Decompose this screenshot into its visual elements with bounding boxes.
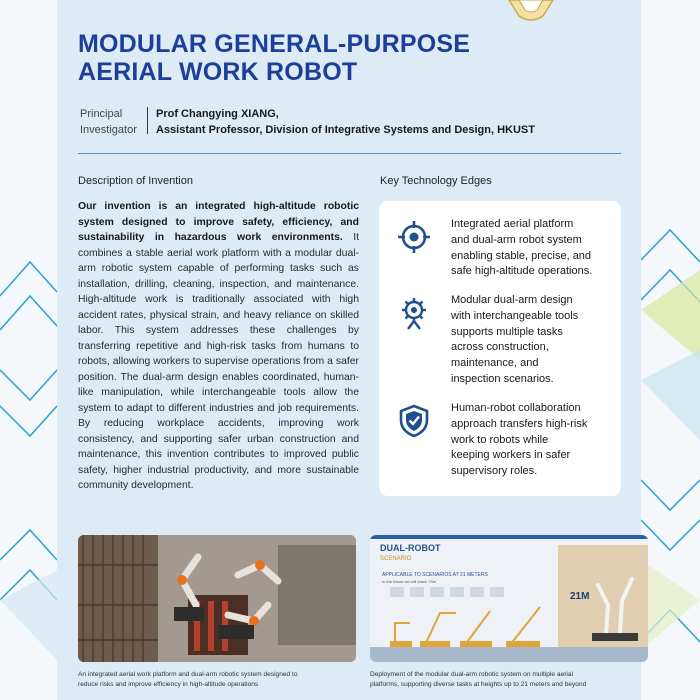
title-line: AERIAL WORK ROBOT bbox=[78, 58, 358, 86]
page-title bbox=[78, 30, 618, 86]
tech-line: Modular dual-arm design bbox=[451, 294, 573, 306]
tech-line: supports multiple tasks bbox=[451, 325, 563, 338]
height-label: 21M bbox=[570, 591, 590, 602]
figure-subtitle: APPLICABLE TO SCENARIOS AT 21 METERS bbox=[382, 572, 488, 578]
robot-photo bbox=[78, 535, 356, 662]
left-caption bbox=[78, 670, 358, 689]
pi-label bbox=[80, 107, 144, 138]
tech-line: keeping workers in safer bbox=[451, 449, 571, 462]
description-text bbox=[78, 199, 359, 494]
section-divider bbox=[78, 153, 621, 154]
figure-note: In the future we will reach 70m bbox=[382, 579, 437, 584]
tech-text bbox=[451, 401, 613, 480]
caption-line: An integrated aerial work platform and dual-arm robotic system designed to bbox=[78, 671, 298, 678]
tech-text bbox=[451, 217, 613, 280]
tech-line: work to robots while bbox=[451, 433, 549, 446]
tech-line: Human-robot collaboration bbox=[451, 402, 581, 414]
caption-line: reduce risks and improve efficiency in high-altitude operations bbox=[78, 680, 259, 688]
tech-line: safe high-altitude operations. bbox=[451, 265, 593, 278]
tech-line: and dual-arm robot system bbox=[451, 233, 582, 246]
target-icon bbox=[396, 219, 432, 255]
key-tech-box bbox=[379, 201, 621, 496]
tech-line: with interchangeable tools bbox=[451, 309, 579, 322]
description-heading: Description of Invention bbox=[78, 175, 193, 187]
description-body: It combines a stable aerial work platform with a modular dual-arm robotic system capable of performing tasks such as installation, drilling, cleaning, inspection, and maintenance. High-altitude work is traditionally associated with high accident rates, physical strain, and heavy reliance on skilled labor. This system addresses these challenges by transferring repetitive and high-risk tasks from humans to robots, allowing workers to supervise operations from a safer position. The dual-arm design enables coordinated, human-like manipulation, while interchangeable tools allow the system to adapt to different industries and job requirements. By reducing workplace accidents, improving work consistency, and supporting safer urban construction and maintenance, this invention contributes to improved public safety, higher industrial productivity, and more sustainable community development. bbox=[78, 232, 359, 491]
figure-title-1: DUAL-ROBOT bbox=[380, 543, 441, 553]
tech-line: Integrated aerial platform bbox=[451, 218, 574, 230]
award-badge-icon bbox=[505, 0, 557, 22]
tech-line: maintenance, and bbox=[451, 357, 539, 370]
description-lead: Our invention is an integrated high-altitude robotic system designed to improve safety, efficiency, and sustainability in hazardous work environments. bbox=[78, 201, 359, 243]
key-tech-heading: Key Technology Edges bbox=[380, 175, 492, 187]
pi-divider bbox=[147, 107, 148, 134]
tech-line: approach transfers high-risk bbox=[451, 417, 588, 430]
figure-title-2: SCENARIO bbox=[380, 556, 412, 562]
pi-position: Assistant Professor, Division of Integrative Systems and Design, HKUST bbox=[156, 123, 535, 136]
pi-label-line: Principal bbox=[80, 108, 123, 120]
tech-line: supervisory roles. bbox=[451, 465, 538, 478]
caption-line: platforms, supporting diverse tasks at heights up to 21 meters and beyond bbox=[370, 680, 587, 688]
pi-name: Prof Changying XIANG, bbox=[156, 108, 279, 120]
pi-info bbox=[156, 107, 626, 138]
tech-text bbox=[451, 293, 613, 388]
tech-line: inspection scenarios. bbox=[451, 372, 554, 385]
caption-line: Deployment of the modular dual-arm robotic system on multiple aerial bbox=[370, 671, 574, 678]
right-caption bbox=[370, 670, 650, 689]
shield-check-icon bbox=[396, 403, 432, 439]
gear-robot-icon bbox=[396, 295, 432, 331]
title-line: MODULAR GENERAL-PURPOSE bbox=[78, 30, 471, 58]
tech-line: across construction, bbox=[451, 341, 549, 354]
scenario-figure bbox=[370, 535, 648, 662]
pi-label-line: Investigator bbox=[80, 123, 137, 136]
tech-line: enabling stable, precise, and bbox=[451, 249, 592, 262]
